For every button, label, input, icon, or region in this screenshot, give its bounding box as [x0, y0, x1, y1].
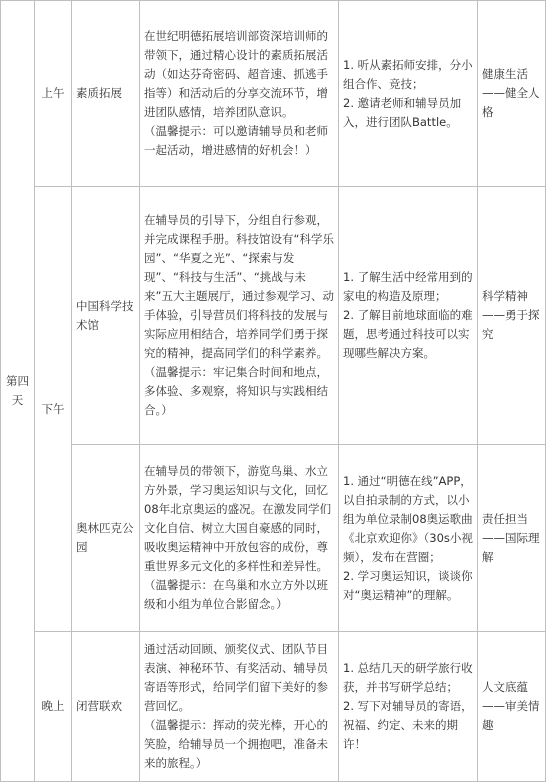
day-label: 第四天: [1, 1, 35, 782]
task-text: 1. 总结几天的研学旅行收获，并书写研学总结； 2. 写下对辅导员的寄语，祝福、约定、未来的期许！: [343, 661, 473, 751]
site-name: 素质拓展: [72, 1, 140, 187]
table-row: [1, 1, 546, 187]
description-text: 在辅导员的带领下，游览鸟巢、水立方外景，学习奥运知识与文化，回忆08年北京奥运的盛况。在激发同学们文化自信、树立大国自豪感的同时，吸收奥运精神中开放包容的成份，尊重世界多元文化的多样性和差异性。: [144, 464, 332, 573]
goal-label: 健康生活——健全人格: [478, 1, 546, 187]
task-text: 1. 通过“明德在线”APP，以自拍录制的方式，以小组为单位录制08奥运歌曲《北京欢迎你》（30s小视频），发布在营圈； 2. 学习奥运知识，谈谈你对“奥运精神”的理解。: [343, 473, 473, 602]
activity-description: [140, 1, 339, 187]
task-text: 1. 听从素拓师安排，分小组合作、竞技； 2. 邀请老师和辅导员加入，进行团队Battle。: [343, 57, 473, 129]
tip-text: （温馨提示：挥动的荧光棒，开心的笑脸，给辅导员一个拥抱吧，准备未来的旅程。）: [144, 718, 328, 770]
period-morning: 上午: [35, 1, 72, 187]
site-name: 闭营联欢: [72, 632, 140, 782]
description-text: 通过活动回顾、颁奖仪式、团队节目表演、神秘环节、有奖活动、辅导员寄语等形式，给同学们留下美好的参营回忆。: [144, 642, 328, 713]
task-list: [339, 187, 478, 445]
task-list: [339, 1, 478, 187]
description-text: 在世纪明德拓展培训部资深培训师的带领下，通过精心设计的素质拓展活动（如达芬奇密码、超音速、抓逃手指等）和活动后的分享交流环节，增进团队感情，培养团队意识。: [144, 29, 328, 119]
goal-label: 人文底蕴——审美情趣: [478, 632, 546, 782]
table-row: [1, 632, 546, 782]
goal-label: 责任担当——国际理解: [478, 445, 546, 632]
tip-text: （温馨提示：可以邀请辅导员和老师一起活动，增进感情的好机会！）: [144, 124, 328, 157]
site-name: 中国科学技术馆: [72, 187, 140, 445]
activity-description: [140, 445, 339, 632]
activity-description: [140, 632, 339, 782]
description-text: 在辅导员的引导下，分组自行参观，并完成课程手册。科技馆设有“科学乐园”、“华夏之光”、“探索与发现”、“科技与生活”、“挑战与未来”五大主题展厅，通过参观学习、动手体验，引导营员们将科技的发展与实际应用相结合，培养同学们勇于探究的精神，提高同学们的科学素养。: [144, 213, 334, 360]
task-text: 1. 了解生活中经常用到的家电的构造及原理； 2. 了解目前地球面临的难题，思考通过科技可以实现哪些解决方案。: [343, 270, 473, 360]
goal-label: 科学精神——勇于探究: [478, 187, 546, 445]
period-evening: 晚上: [35, 632, 72, 782]
table-row: [1, 187, 546, 445]
activity-description: [140, 187, 339, 445]
tip-text: （温馨提示：牢记集合时间和地点，多体验、多观察，将知识与实践相结合。）: [144, 365, 328, 417]
task-list: [339, 632, 478, 782]
tip-text: （温馨提示：在鸟巢和水立方外以班级和小组为单位合影留念。）: [144, 578, 328, 611]
site-name: 奥林匹克公园: [72, 445, 140, 632]
period-afternoon: 下午: [35, 187, 72, 632]
table-row: [1, 445, 546, 632]
task-list: [339, 445, 478, 632]
